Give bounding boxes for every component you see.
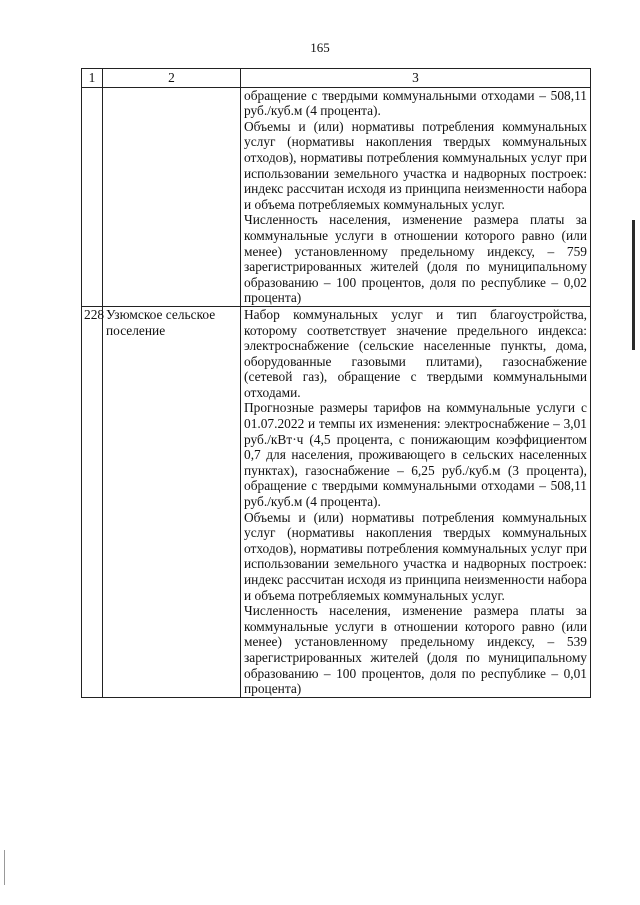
paragraph: Численность населения, изменение размера платы за коммунальные услуги в отношении которого равно (или менее) установленному предельному индексу, – 539 зарегистрированных жителей (доля по муниципальному образованию – 100 процентов, доля по республике – 0,01 процента) [244, 603, 587, 697]
header-col-3: 3 [241, 69, 591, 88]
table-row [82, 87, 591, 306]
table-row [82, 306, 591, 697]
municipality-name: Узюмское сельское поселение [103, 306, 241, 697]
header-col-1: 1 [82, 69, 103, 88]
header-col-2: 2 [103, 69, 241, 88]
row-number: 228 [82, 306, 103, 697]
row-description [241, 87, 591, 306]
row-description [241, 306, 591, 697]
scan-edge-mark [632, 220, 635, 350]
paragraph: Прогнозные размеры тарифов на коммунальные услуги с 01.07.2022 и темпы их изменения: электроснабжение – 3,01 руб./кВт·ч (4,5 процента, с понижающим коэффициентом 0,7 для населения, проживающего в сельских населенных пунктах), газоснабжение – 6,25 руб./куб.м (3 процента), обращение с твердыми коммунальными отходами – 508,11 руб./куб.м (4 процента). [244, 400, 587, 510]
row-number [82, 87, 103, 306]
scan-edge-mark [4, 850, 5, 885]
paragraph: Объемы и (или) нормативы потребления коммунальных услуг (нормативы накопления твердых коммунальных отходов), нормативы потребления коммунальных услуг при использовании земельного участка и надворных построек: индекс рассчитан исходя из принципа неизменности набора и объема потребляемых коммунальных услуг. [244, 118, 587, 212]
table-header-row [82, 69, 591, 88]
paragraph: Объемы и (или) нормативы потребления коммунальных услуг (нормативы накопления твердых коммунальных отходов), нормативы потребления коммунальных услуг при использовании земельного участка и надворных построек: индекс рассчитан исходя из принципа неизменности набора и объема потребляемых коммунальных услуг. [244, 509, 587, 603]
paragraph: обращение с твердыми коммунальными отходами – 508,11 руб./куб.м (4 процента). [244, 87, 587, 119]
page-number: 165 [310, 40, 330, 55]
tariff-table [81, 68, 591, 698]
municipality-name [103, 87, 241, 306]
paragraph: Численность населения, изменение размера платы за коммунальные услуги в отношении которого равно (или менее) установленному предельному индексу, – 759 зарегистрированных жителей (доля по муниципальному образованию – 100 процентов, доля по республике – 0,02 процента) [244, 212, 587, 306]
paragraph: Набор коммунальных услуг и тип благоустройства, которому соответствует значение предельного индекса: электроснабжение (сельские населенные пункты, дома, оборудованные газовыми плитами), газоснабжение (сетевой газ), обращение с твердыми коммунальными отходами. [244, 306, 587, 400]
